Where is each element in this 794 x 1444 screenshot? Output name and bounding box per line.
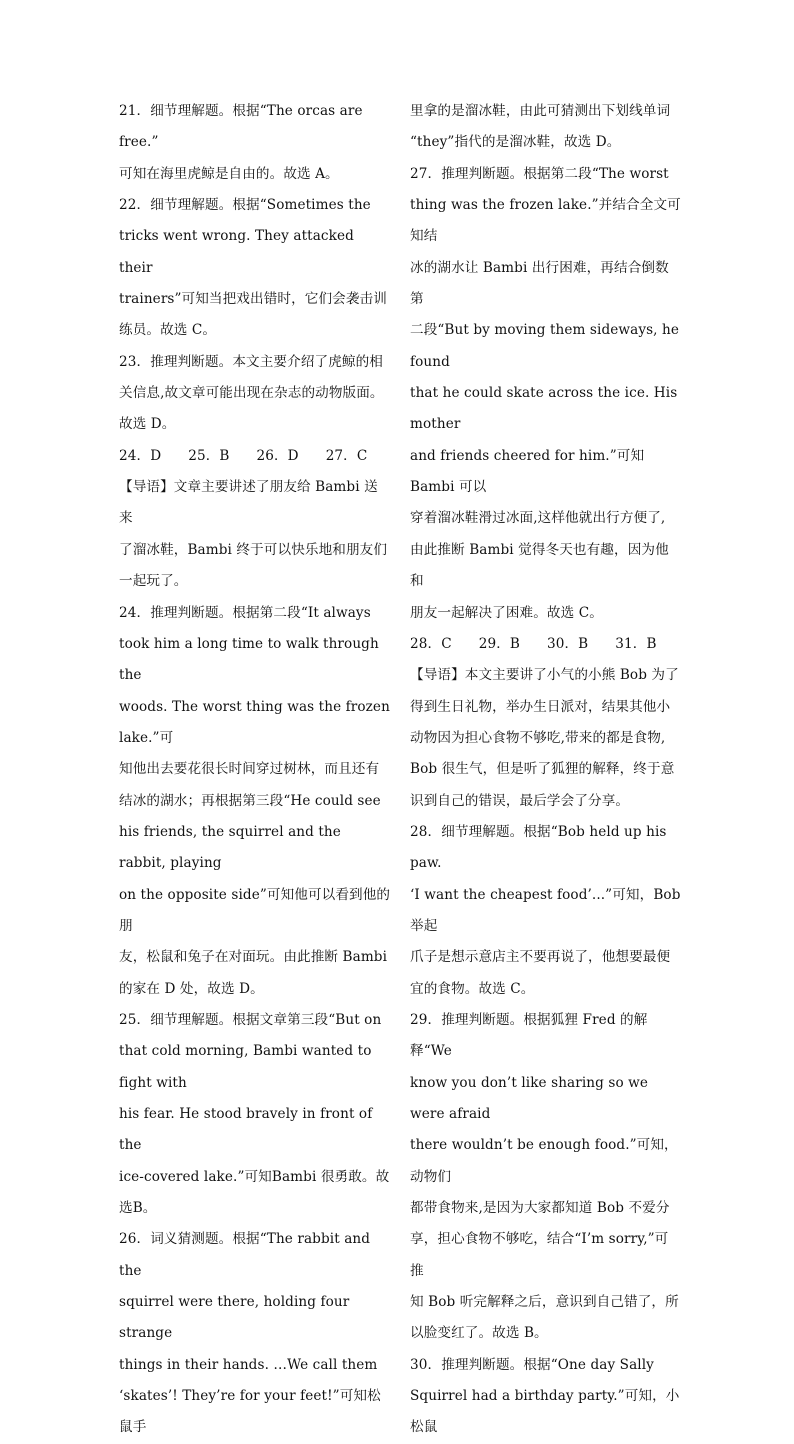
text-line: trainers”可知当把戏出错时，它们会袭击训 (119, 291, 387, 308)
right-column (410, 96, 682, 1444)
text-line: 29．推理判断题。根据狐狸 Fred 的解释“We (410, 1011, 648, 1060)
answer-item: 24．D (119, 447, 162, 464)
text-line: 22．细节理解题。根据“Sometimes the (119, 197, 371, 214)
text-line: 以脸变红了。故选 B。 (410, 1325, 548, 1342)
text-line: 冰的湖水让 Bambi 出行困难，再结合倒数第 (410, 259, 669, 308)
text-line: and friends cheered for him.”可知 Bambi 可以 (410, 447, 645, 496)
explanation-paragraph (410, 660, 682, 817)
text-line: 27．推理判断题。根据第二段“The worst (410, 165, 669, 182)
text-line: Bob 很生气，但是听了狐狸的解释，终于意 (410, 761, 675, 778)
text-line: 爪子是想示意店主不要再说了，他想要最便 (410, 949, 671, 966)
explanation-paragraph (119, 1005, 391, 1224)
text-line: 里拿的是溜冰鞋，由此可猜测出下划线单词 (410, 103, 671, 119)
text-line: 友，松鼠和兔子在对面玩。由此推断 Bambi (119, 949, 388, 966)
explanation-paragraph (410, 96, 682, 159)
text-line: there wouldn’t be enough food.”可知，动物们 (410, 1137, 678, 1185)
explanation-paragraph (119, 96, 391, 190)
answer-item: 30．B (546, 635, 589, 652)
text-line: 由此推断 Bambi 觉得冬天也有趣，因为他和 (410, 541, 669, 590)
text-line: ‘skates’! They’re for your feet!”可知松鼠手 (119, 1388, 381, 1436)
text-line: 识到自己的错误，最后学会了分享。 (410, 792, 630, 809)
text-line: 朋友一起解决了困难。故选 C。 (410, 604, 603, 621)
text-line: 故选 D。 (119, 416, 176, 433)
text-line: thing was the frozen lake.”并结合全文可知结 (410, 197, 681, 245)
answer-row (410, 629, 682, 660)
text-line: 动物因为担心食物不够吃,带来的都是食物, (410, 729, 666, 746)
text-line: 得到生日礼物，举办生日派对，结果其他小 (410, 698, 671, 715)
explanation-paragraph (410, 1350, 682, 1444)
explanation-paragraph (410, 817, 682, 1005)
text-line: Squirrel had a birthday party.”可知，小松鼠 (410, 1388, 680, 1436)
text-line: 30．推理判断题。根据“One day Sally (410, 1356, 654, 1373)
text-line: squirrel were there, holding four strange (119, 1294, 350, 1342)
explanation-paragraph (119, 472, 391, 597)
text-line: on the opposite side”可知他可以看到他的朋 (119, 886, 391, 934)
text-line: 知他出去要花很长时间穿过树林，而且还有 (119, 761, 380, 778)
text-line: 可知在海里虎鲸是自由的。故选 A。 (119, 165, 339, 182)
text-line: his fear. He stood bravely in front of the (119, 1106, 373, 1154)
text-line: took him a long time to walk through the (119, 635, 379, 684)
text-line: 的家在 D 处，故选 D。 (119, 980, 264, 997)
text-line: know you don’t like sharing so we were afraid (410, 1074, 649, 1122)
text-line: 【导语】本文主要讲了小气的小熊 Bob 为了 (410, 667, 679, 684)
text-line: 28．细节理解题。根据“Bob held up his paw. (410, 823, 667, 872)
text-line: 宜的食物。故选 C。 (410, 980, 535, 997)
text-line: 享，担心食物不够吃，结合“I’m sorry,”可推 (410, 1231, 669, 1279)
text-line: tricks went wrong. They attacked their (119, 228, 354, 276)
text-line: 都带食物来,是因为大家都知道 Bob 不爱分 (410, 1200, 670, 1217)
text-line: ice-covered lake.”可知Bambi 很勇敢。故选B。 (119, 1168, 390, 1217)
text-line: 26．词义猜测题。根据“The rabbit and the (119, 1231, 371, 1279)
text-line: woods. The worst thing was the frozen lake.”可 (119, 698, 390, 746)
text-line: 关信息,故文章可能出现在杂志的动物版面。 (119, 385, 384, 402)
text-line: 25．细节理解题。根据文章第三段“But on (119, 1011, 382, 1028)
text-line: 穿着溜冰鞋滑过冰面,这样他就出行方便了, (410, 510, 666, 527)
text-line: “they”指代的是溜冰鞋，故选 D。 (410, 134, 621, 151)
explanation-paragraph (410, 159, 682, 629)
text-line: that he could skate across the ice. His mother (410, 385, 678, 433)
text-line: his friends, the squirrel and the rabbit, playing (119, 823, 341, 872)
text-line: things in their hands. …We call them (119, 1356, 378, 1373)
text-line: 结冰的湖水；再根据第三段“He could see (119, 792, 381, 809)
explanation-paragraph (119, 347, 391, 441)
explanation-paragraph (119, 190, 391, 347)
text-line: 21．细节理解题。根据“The orcas are free.” (119, 103, 363, 151)
answer-item: 28．C (410, 635, 452, 652)
text-line: 一起玩了。 (119, 573, 188, 590)
explanation-paragraph (119, 598, 391, 1005)
answer-item: 26．D (256, 447, 299, 464)
text-line: that cold morning, Bambi wanted to fight with (119, 1043, 372, 1091)
answer-item: 27．C (325, 447, 368, 464)
text-line: 二段“But by moving them sideways, he found (410, 322, 680, 370)
answer-item: 29．B (478, 635, 520, 652)
text-line: 24．推理判断题。根据第二段“It always (119, 604, 371, 621)
left-column (119, 96, 391, 1444)
answer-row (119, 441, 391, 472)
answer-item: 31．B (615, 635, 657, 652)
text-line: 知 Bob 听完解释之后，意识到自己错了，所 (410, 1294, 679, 1311)
text-line: 【导语】文章主要讲述了朋友给 Bambi 送来 (119, 479, 378, 527)
text-line: 练员。故选 C。 (119, 322, 217, 339)
explanation-paragraph (410, 1005, 682, 1350)
text-line: ‘I want the cheapest food’...”可知，Bob 举起 (410, 886, 681, 934)
answer-item: 25．B (188, 447, 230, 464)
text-line: 了溜冰鞋，Bambi 终于可以快乐地和朋友们 (119, 541, 388, 558)
text-line: 23．推理判断题。本文主要介绍了虎鲸的相 (119, 353, 383, 370)
explanation-paragraph (119, 1224, 391, 1443)
